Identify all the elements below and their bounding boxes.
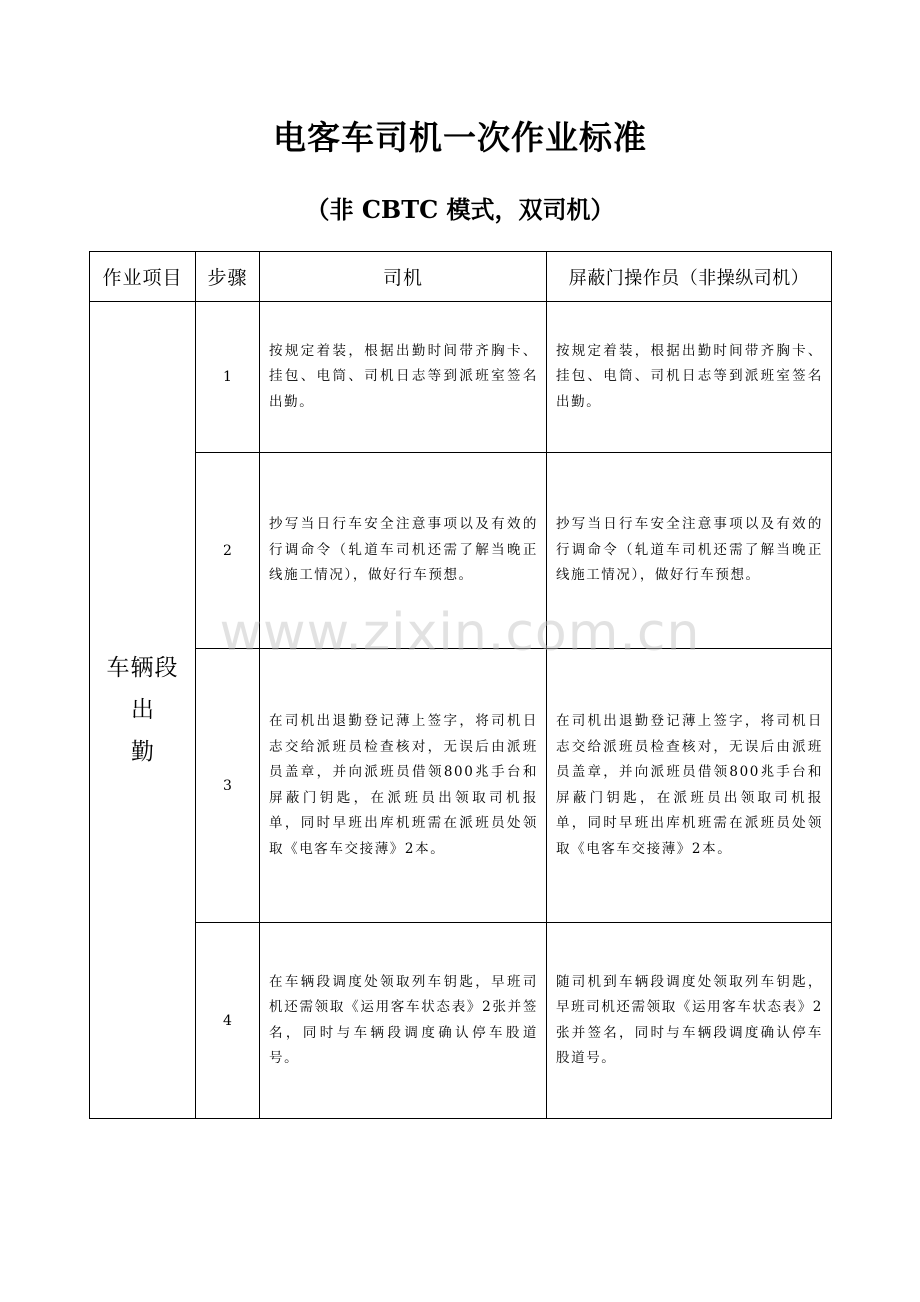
header-item: 作业项目 [90,252,196,302]
driver-task: 在车辆段调度处领取列车钥匙，早班司机还需领取《运用客车状态表》2张并签名，同时与车辆段调度确认停车股道号。 [260,923,547,1119]
work-item-cell [90,302,196,1119]
table-row [90,649,832,923]
step-number: 4 [196,923,260,1119]
operator-task: 随司机到车辆段调度处领取列车钥匙，早班司机还需领取《运用客车状态表》2张并签名，同时与车辆段调度确认停车股道号。 [547,923,832,1119]
page-title: 电客车司机一次作业标准 [273,118,647,157]
header-driver: 司机 [260,252,547,302]
step-number: 3 [196,649,260,923]
operator-task: 在司机出退勤登记薄上签字，将司机日志交给派班员检查核对，无误后由派班员盖章，并向派班员借领800兆手台和屏蔽门钥匙，在派班员出领取司机报单，同时早班出库机班需在派班员处领取《电客车交接薄》2本。 [547,649,832,923]
table-row [90,923,832,1119]
driver-task: 按规定着装，根据出勤时间带齐胸卡、挂包、电筒、司机日志等到派班室签名出勤。 [260,302,547,453]
operator-task: 按规定着装，根据出勤时间带齐胸卡、挂包、电筒、司机日志等到派班室签名出勤。 [547,302,832,453]
watermark: www.zixin.com.cn [219,603,701,663]
operator-task: 抄写当日行车安全注意事项以及有效的行调命令（轧道车司机还需了解当晚正线施工情况），做好行车预想。 [547,453,832,649]
step-number: 2 [196,453,260,649]
table-row [90,302,832,453]
table-header-row [90,252,832,302]
page-subtitle: （非 CBTC 模式，双司机） [305,195,615,224]
step-number: 1 [196,302,260,453]
driver-task: 在司机出退勤登记薄上签字，将司机日志交给派班员检查核对，无误后由派班员盖章，并向派班员借领800兆手台和屏蔽门钥匙，在派班员出领取司机报单，同时早班出库机班需在派班员处领取《电客车交接薄》2本。 [260,649,547,923]
header-step: 步骤 [196,252,260,302]
work-item-label-line1: 车辆段 [106,655,179,681]
work-item-label-line2: 出勤 [131,697,176,765]
work-standard-table [89,251,832,1119]
table-row [90,453,832,649]
driver-task: 抄写当日行车安全注意事项以及有效的行调命令（轧道车司机还需了解当晚正线施工情况），做好行车预想。 [260,453,547,649]
header-psd-operator: 屏蔽门操作员（非操纵司机） [547,252,832,302]
